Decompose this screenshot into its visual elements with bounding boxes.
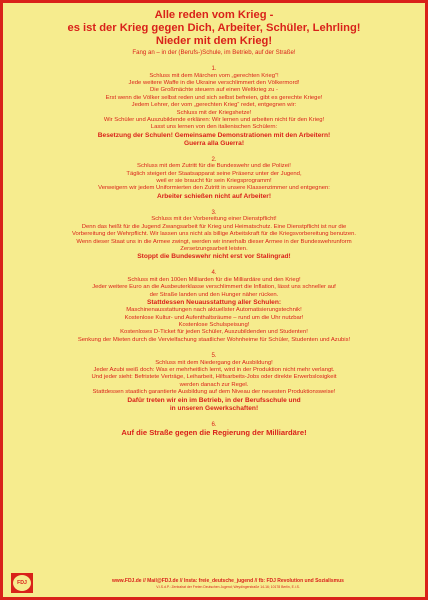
section-line: Schluss mit dem Zutritt für die Bundeswehr und die Polizei! [137, 163, 291, 170]
section-line: Schluss mit dem Märchen vom „gerechten Krieg“! [149, 72, 279, 79]
section-line: Schluss mit der Vorbereitung einer Dienstpflicht! [151, 216, 277, 223]
section-line: Senkung der Mieten durch die Vervielfachung staatlicher Wohnheime für Schüler, Studenten und Azubis! [77, 336, 351, 343]
footer-links: www.FDJ.de // Mail@FDJ.de // Insta: freie_deutsche_jugend // fb: FDJ Revolution und Sozialismus [112, 578, 344, 584]
section-number: 2. [211, 155, 217, 163]
footer [3, 569, 425, 597]
section-line: werden danach zur Regel. [179, 381, 249, 388]
section-line: Kostenloses D-Ticket für jeden Schüler, Auszubildenden und Studenten! [120, 329, 308, 336]
section-line: Maschinenausstattungen nach aktuellster Automatisierungstechnik! [126, 307, 302, 314]
section-line: weil er sie braucht für sein Kriegsprogramm! [156, 178, 272, 185]
final-slogan: Auf die Straße gegen die Regierung der Milliardäre! [121, 428, 307, 438]
sections-list [13, 65, 415, 437]
section-line: Jeder weitere Euro an die Ausbeuterklasse verschlimmert die Inflation, lässt uns schneller auf [92, 284, 336, 291]
section-slogan: Guerra alla Guerra! [183, 139, 245, 147]
section-line: Wenn dieser Staat uns in die Armee zwingt, werden wir innerhalb dieser Armee in der Bundeswehrunform [76, 238, 352, 245]
section-slogan: in unseren Gewerkschaften! [169, 404, 259, 412]
section-line: der Straße landen und den Hunger näher rücken. [149, 291, 279, 298]
section-line: Schluss mit den 100en Milliarden für die Milliardäre und den Krieg! [127, 276, 301, 283]
section-line: Schluss mit der Kriegshetze! [176, 109, 252, 116]
section-slogan: Stoppt die Bundeswehr nicht erst vor Stalingrad! [137, 253, 291, 261]
section-number: 1. [211, 65, 217, 72]
section-line: Lasst uns lernen von den italienischen Schülern: [150, 124, 278, 131]
headline-line-2: es ist der Krieg gegen Dich, Arbeiter, Schüler, Lehrling! [67, 22, 361, 34]
section-line: Erst wenn die Völker selbst reden und sich selbst befreien, gibt es gerechte Kriege! [105, 94, 323, 101]
section-line: Stattdessen staatlich garantierte Ausbildung auf dem Niveau der neuesten Produktionsweise! [92, 389, 336, 396]
section-line: Wir Schüler und Auszubildende erklären: Wir lernen und arbeiten nicht für den Krieg! [103, 116, 325, 123]
section-number: 5. [211, 352, 217, 360]
section-6 [13, 421, 415, 438]
section-number: 6. [211, 420, 217, 428]
headline-line-1: Alle reden vom Krieg - [154, 9, 274, 21]
section-line: Zersetzungsarbeit leisten. [180, 246, 248, 252]
section-number: 3. [211, 208, 217, 216]
intro-text: Fang an – in der (Berufs-)Schule, im Betrieb, auf der Straße! [132, 49, 296, 56]
section-line: Und jeder sieht: Befristete Verträge, Leiharbeit, Hilfsarbeits-Jobs oder direkte Erwerbslosigkeit [91, 374, 337, 381]
section-line: Täglich steigert der Staatsapparat seine Präsenz unter der Jugend, [126, 170, 302, 177]
section-line: Jedem Lehrer, der vom „gerechten Krieg“ redet, entgegnen wir: [131, 102, 297, 109]
section-slogan: Dafür treten wir ein im Betrieb, in der Berufsschule und [127, 396, 301, 404]
section-line: Verweigern wir jedem Uniformierten den Zutritt in unsere Klassenzimmer und entgegnen: [98, 185, 330, 192]
section-line: Denn das heißt für die Jugend Zwangsarbeit für Krieg und Heimatschutz. Eine Dienstpflicht ist nur die [81, 223, 347, 230]
fdj-logo-text: FDJ [13, 575, 31, 591]
section-3 [13, 209, 415, 262]
section-line: Jeder Azubi weiß doch: Was er mehrheitlich lernt, wird in der Produktion nicht mehr verlangt. [93, 367, 335, 374]
section-number: 4. [211, 269, 217, 277]
section-2 [13, 156, 415, 201]
section-5 [13, 352, 415, 413]
section-slogan: Besetzung der Schulen! Gemeinsame Demonstrationen mit den Arbeitern! [97, 131, 331, 139]
section-line: Vorbereitung der Wehrpflicht. Wir lassen uns nicht als billige Arbeitskraft für die Kriegsvorbereitung benutzen. [71, 231, 357, 238]
section-line: Schluss mit dem Niedergang der Ausbildung! [155, 359, 273, 366]
section-slogan: Arbeiter schießen nicht auf Arbeiter! [156, 192, 272, 200]
flyer-content [13, 9, 415, 437]
section-line: Kostenlose Schulspeisung! [178, 321, 250, 328]
section-1 [13, 65, 415, 148]
fdj-logo [11, 573, 33, 593]
section-slogan: Stattdessen Neuausstattung aller Schulen: [146, 299, 282, 307]
headline-line-3: Nieder mit dem Krieg! [155, 35, 273, 47]
section-line: Jede weitere Waffe in die Ukraine verschlimmert den Völkermord! [128, 79, 300, 86]
section-line: Die Großmächte steuern auf einen Weltkrieg zu - [150, 87, 278, 94]
footer-imprint: V.i.S.d.P.: Zentralrat der Freien Deutschen Jugend; Weydingerstraße 14-16; 10178 Berlin, E.i.S. [156, 585, 300, 589]
section-4 [13, 269, 415, 344]
section-line: Kostenlose Kultur- und Aufenthaltsräume – rund um die Uhr nutzbar! [124, 314, 304, 321]
